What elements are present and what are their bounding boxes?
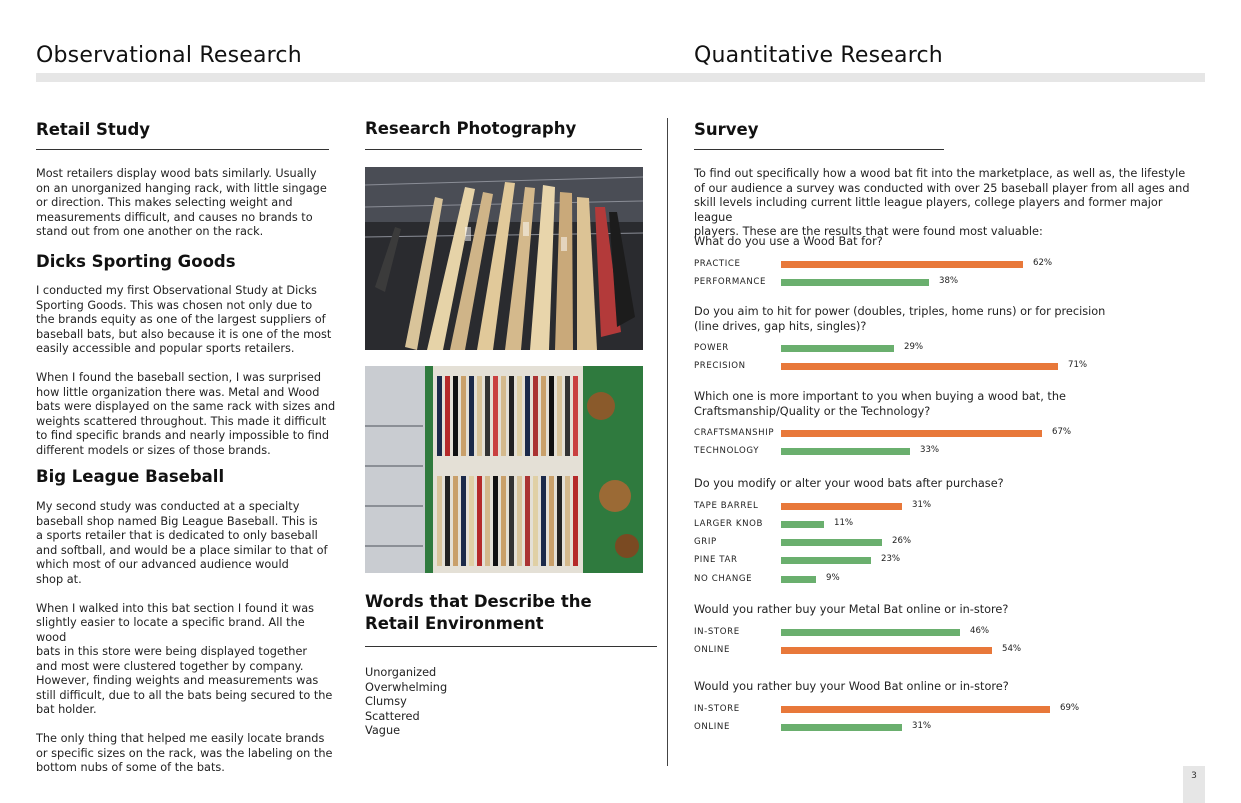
survey-bar	[781, 521, 824, 528]
bar-label: POWER	[694, 343, 729, 353]
big-league-heading: Big League Baseball	[36, 467, 225, 486]
survey-question: Which one is more important to you when buying a wood bat, the Craftsmanship/Quality or the Technology?	[694, 390, 1066, 418]
survey-bar-row	[694, 445, 1114, 459]
survey-bar	[781, 503, 902, 510]
survey-bar-row	[694, 518, 1114, 532]
words-rule	[365, 646, 657, 647]
survey-bar-row	[694, 500, 1114, 514]
survey-bar	[781, 363, 1058, 370]
survey-bar-row	[694, 276, 1114, 290]
bar-label: CRAFTSMANSHIP	[694, 428, 775, 438]
bar-label: NO CHANGE	[694, 573, 753, 584]
survey-bar-row	[694, 536, 1114, 550]
survey-bar-row	[694, 427, 1114, 441]
survey-bar	[781, 539, 882, 546]
bar-label: PINE TAR	[694, 555, 738, 566]
survey-bar	[781, 345, 894, 352]
survey-bar-row	[694, 554, 1114, 568]
page-number: 3	[1183, 766, 1205, 803]
bar-label: LARGER KNOB	[694, 518, 763, 529]
survey-question: Would you rather buy your Wood Bat online or in-store?	[694, 680, 1009, 693]
bar-label: GRIP	[694, 537, 717, 548]
big-league-bat-wall-photo	[365, 366, 643, 573]
retail-study-body: Most retailers display wood bats similarly. Usually on an unorganized hanging rack, with little singage or direction. This makes selecting weight and measurements difficult, and causes no brands to stand out from one another on the rack.	[36, 167, 327, 238]
bar-percentage: 31%	[912, 499, 932, 510]
survey-bar-row	[694, 342, 1114, 356]
survey-bar	[781, 647, 992, 654]
quantitative-research-heading: Quantitative Research	[694, 43, 943, 68]
observational-research-heading: Observational Research	[36, 43, 302, 68]
column-divider	[667, 118, 668, 766]
survey-bar	[781, 261, 1023, 268]
survey-question: Do you modify or alter your wood bats after purchase?	[694, 477, 1004, 490]
bar-percentage: 67%	[1052, 427, 1072, 437]
survey-bar	[781, 724, 902, 731]
survey-question: Do you aim to hit for power (doubles, triples, home runs) or for precision (line drives, gap hits, singles)?	[694, 305, 1106, 333]
bar-percentage: 29%	[904, 342, 924, 352]
bar-percentage: 26%	[892, 536, 912, 547]
word-item: Scattered	[365, 709, 420, 723]
word-item: Clumsy	[365, 695, 407, 708]
survey-bar	[781, 706, 1050, 713]
bar-percentage: 11%	[834, 517, 854, 528]
bar-percentage: 71%	[1068, 360, 1088, 371]
survey-question: Would you rather buy your Metal Bat online or in-store?	[694, 603, 1009, 616]
word-item: Overwhelming	[365, 680, 448, 694]
bar-percentage: 9%	[826, 572, 840, 583]
bar-label: IN-STORE	[694, 626, 740, 637]
survey-bar	[781, 430, 1042, 437]
bar-label: PRECISION	[694, 361, 746, 372]
bar-label: TAPE BARREL	[694, 500, 759, 511]
bar-label: ONLINE	[694, 721, 730, 732]
bar-label: TECHNOLOGY	[694, 446, 760, 457]
survey-bar	[781, 448, 910, 455]
survey-bar-row	[694, 703, 1114, 717]
big-league-body: My second study was conducted at a specialty baseball shop named Big League Baseball. This is a sports retailer that is dedicated to only baseball and softball, and would be a place similar to that of which most of our advanced audience would shop at. When I walked into this bat section I found it was slightly easier to locate a specific brand. All the wood bats in this store were being displayed together and most were clustered together by company. However, finding weights and measurements was still difficult, due to all the bats being secured to the bat holder. The only thing that helped me easily locate brands or specific sizes on the rack, was the labeling on the bottom nubs of some of the bats.	[36, 500, 333, 774]
dicks-heading: Dicks Sporting Goods	[36, 252, 236, 271]
bar-label: PERFORMANCE	[694, 276, 767, 287]
bar-label: PRACTICE	[694, 258, 741, 269]
header-divider-bar	[36, 73, 1205, 82]
survey-bar-row	[694, 360, 1114, 374]
photography-rule	[365, 149, 642, 150]
survey-bar	[781, 557, 871, 564]
bar-percentage: 62%	[1033, 257, 1053, 268]
bar-percentage: 69%	[1060, 702, 1080, 713]
bar-percentage: 54%	[1002, 643, 1022, 654]
survey-bar-row	[694, 626, 1114, 640]
word-item: Unorganized	[365, 666, 437, 679]
survey-bar-row	[694, 644, 1114, 658]
bar-label: ONLINE	[694, 644, 730, 655]
word-item: Vague	[365, 724, 401, 737]
words-list	[365, 666, 447, 739]
words-heading: Words that Describe the Retail Environment	[365, 592, 592, 633]
bar-label: IN-STORE	[694, 703, 740, 714]
bar-percentage: 33%	[920, 445, 940, 456]
survey-bar	[781, 279, 929, 286]
bar-percentage: 38%	[939, 275, 959, 286]
bar-percentage: 31%	[912, 720, 932, 731]
retail-study-heading: Retail Study	[36, 120, 151, 139]
research-photography-heading: Research Photography	[365, 119, 577, 138]
survey-bar-row	[694, 721, 1114, 735]
survey-bar-row	[694, 258, 1114, 272]
bar-percentage: 23%	[881, 554, 901, 565]
survey-bar	[781, 576, 816, 583]
survey-question: What do you use a Wood Bat for?	[694, 235, 883, 248]
dicks-body: I conducted my first Observational Study at Dicks Sporting Goods. This was chosen not only due to the brands equity as one of the largest suppliers of baseball bats, but also because it is one of the most easily accessible and popular sports retailers. When I found the baseball section, I was surprised how little organization there was. Metal and Wood bats were displayed on the same rack with sizes and weights scattered throughout. This made it difficult to find specific brands and nearly impossible to find different models or sizes of those brands.	[36, 284, 336, 457]
survey-heading: Survey	[694, 120, 759, 139]
survey-bar	[781, 629, 960, 636]
survey-intro: To find out specifically how a wood bat fit into the marketplace, as well as, the lifestyle of our audience a survey was conducted with over 25 baseball player from all ages and skill levels including current little league players, college players and former major league players. These are the results that were found most valuable:	[694, 167, 1190, 238]
bar-percentage: 46%	[970, 625, 990, 636]
dicks-bat-rack-photo	[365, 167, 643, 350]
retail-study-rule	[36, 149, 329, 150]
survey-rule	[694, 149, 944, 150]
survey-bar-row	[694, 573, 1114, 587]
